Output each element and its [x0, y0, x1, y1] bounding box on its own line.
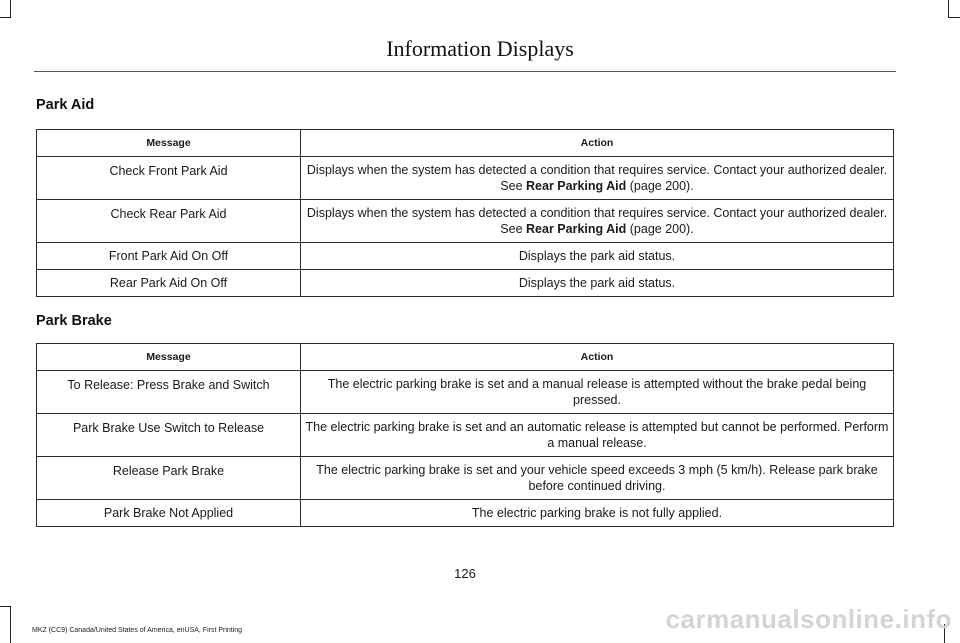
action-cell: The electric parking brake is set and your vehicle speed exceeds 3 mph (5 km/h). Release park brake before continued driving.	[301, 457, 894, 500]
table-row	[37, 243, 894, 270]
action-cell: The electric parking brake is set and a manual release is attempted without the brake pedal being pressed.	[301, 371, 894, 414]
cross-reference-link[interactable]: Rear Parking Aid	[526, 179, 627, 193]
footer-text: MKZ (CC9) Canada/United States of America, enUSA, First Printing	[32, 627, 243, 634]
column-header-action: Action	[301, 130, 894, 157]
page-reference: (page 200).	[626, 222, 694, 236]
action-cell: The electric parking brake is set and an automatic release is attempted but cannot be performed. Perform a manual release.	[301, 414, 894, 457]
table-row	[37, 371, 894, 414]
page-title: Information Displays	[386, 36, 574, 61]
section-title-park-aid: Park Aid	[36, 97, 95, 113]
message-cell: Check Rear Park Aid	[37, 200, 301, 243]
crop-mark	[948, 0, 949, 17]
column-header-message: Message	[37, 344, 301, 371]
action-cell: Displays the park aid status.	[301, 270, 894, 297]
section-title-park-brake: Park Brake	[36, 313, 112, 329]
header-divider	[34, 71, 896, 72]
crop-mark	[948, 17, 960, 18]
page-reference: (page 200).	[626, 179, 694, 193]
table-row	[37, 500, 894, 527]
watermark: carmanualsonline.info	[665, 604, 952, 634]
action-cell	[301, 157, 894, 200]
table-row	[37, 270, 894, 297]
page-number: 126	[454, 566, 476, 581]
action-cell: Displays the park aid status.	[301, 243, 894, 270]
table-row	[37, 414, 894, 457]
table-header-row	[37, 344, 894, 371]
table-row	[37, 457, 894, 500]
message-cell: Park Brake Not Applied	[37, 500, 301, 527]
column-header-action: Action	[301, 344, 894, 371]
table-row	[37, 200, 894, 243]
message-cell: To Release: Press Brake and Switch	[37, 371, 301, 414]
cross-reference-link[interactable]: Rear Parking Aid	[526, 222, 627, 236]
crop-mark	[0, 17, 11, 18]
crop-mark	[10, 606, 11, 643]
park-aid-table	[36, 129, 894, 297]
message-cell: Park Brake Use Switch to Release	[37, 414, 301, 457]
action-text: Displays when the system has detected a condition that requires service. Contact your authorized dealer. See	[306, 206, 888, 236]
table-row	[37, 157, 894, 200]
table-header-row	[37, 130, 894, 157]
park-brake-table	[36, 343, 894, 527]
column-header-message: Message	[37, 130, 301, 157]
message-cell: Rear Park Aid On Off	[37, 270, 301, 297]
message-cell: Check Front Park Aid	[37, 157, 301, 200]
message-cell: Release Park Brake	[37, 457, 301, 500]
action-text: Displays when the system has detected a condition that requires service. Contact your authorized dealer. See	[306, 163, 888, 193]
action-cell	[301, 200, 894, 243]
crop-mark	[10, 0, 11, 17]
message-cell: Front Park Aid On Off	[37, 243, 301, 270]
action-cell: The electric parking brake is not fully applied.	[301, 500, 894, 527]
